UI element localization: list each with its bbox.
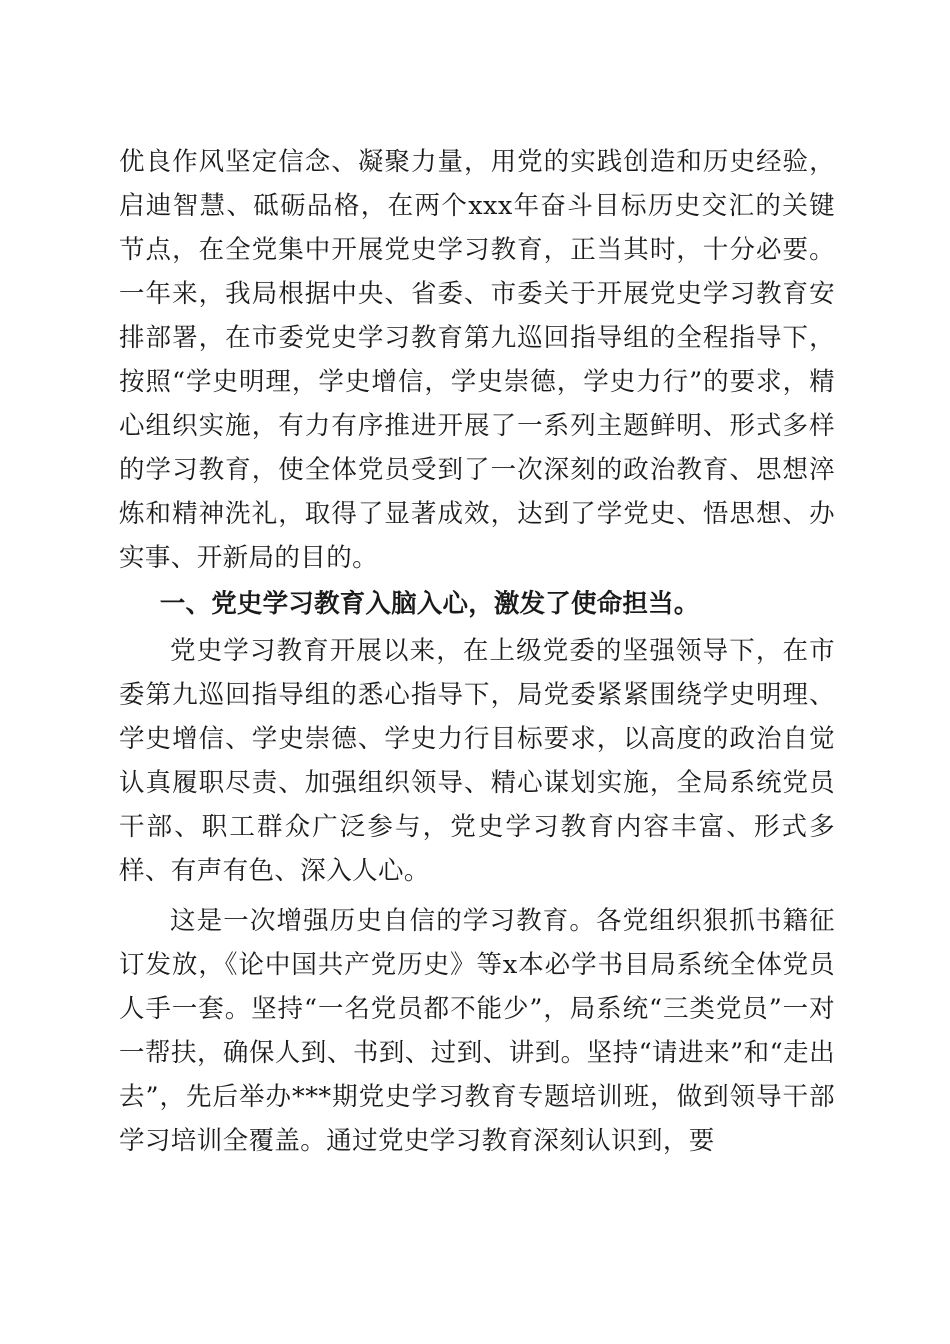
body-paragraph: 党史学习教育开展以来，在上级党委的坚强领导下，在市委第九巡回指导组的悉心指导下，局党委紧紧围绕学史明理、学史增信、学史崇德、学史力行目标要求，以高度的政治自觉认真履职尽责、加强组织领导、精心谋划实施，全局系统党员干部、职工群众广泛参与，党史学习教育内容丰富、形式多样、有声有色、深入人心。	[119, 636, 835, 886]
intro-paragraph: 优良作风坚定信念、凝聚力量，用党的实践创造和历史经验，启迪智慧、砥砺品格，在两个xxx年奋斗目标历史交汇的关键节点，在全党集中开展党史学习教育，正当其时，十分必要。一年来，我局根据中央、省委、市委关于开展党史学习教育安排部署，在市委党史学习教育第九巡回指导组的全程指导下，按照“学史明理，学史增信，学史崇德，学史力行”的要求，精心组织实施，有力有序推进开展了一系列主题鲜明、形式多样的学习教育，使全体党员受到了一次深刻的政治教育、思想淬炼和精神洗礼，取得了显著成效，达到了学党史、悟思想、办实事、开新局的目的。	[119, 147, 835, 573]
body-paragraph: 这是一次增强历史自信的学习教育。各党组织狠抓书籍征订发放，《论中国共产党历史》等x本必学书目局系统全体党员人手一套。坚持“一名党员都不能少”，局系统“三类党员”一对一帮扶，确保人到、书到、过到、讲到。坚持“请进来”和“走出去”，先后举办***期党史学习教育专题培训班，做到领导干部学习培训全覆盖。通过党史学习教育深刻认识到，要	[119, 906, 835, 1156]
section-heading: 一、党史学习教育入脑入心，激发了使命担当。	[159, 589, 700, 619]
document-body	[119, 140, 835, 1163]
